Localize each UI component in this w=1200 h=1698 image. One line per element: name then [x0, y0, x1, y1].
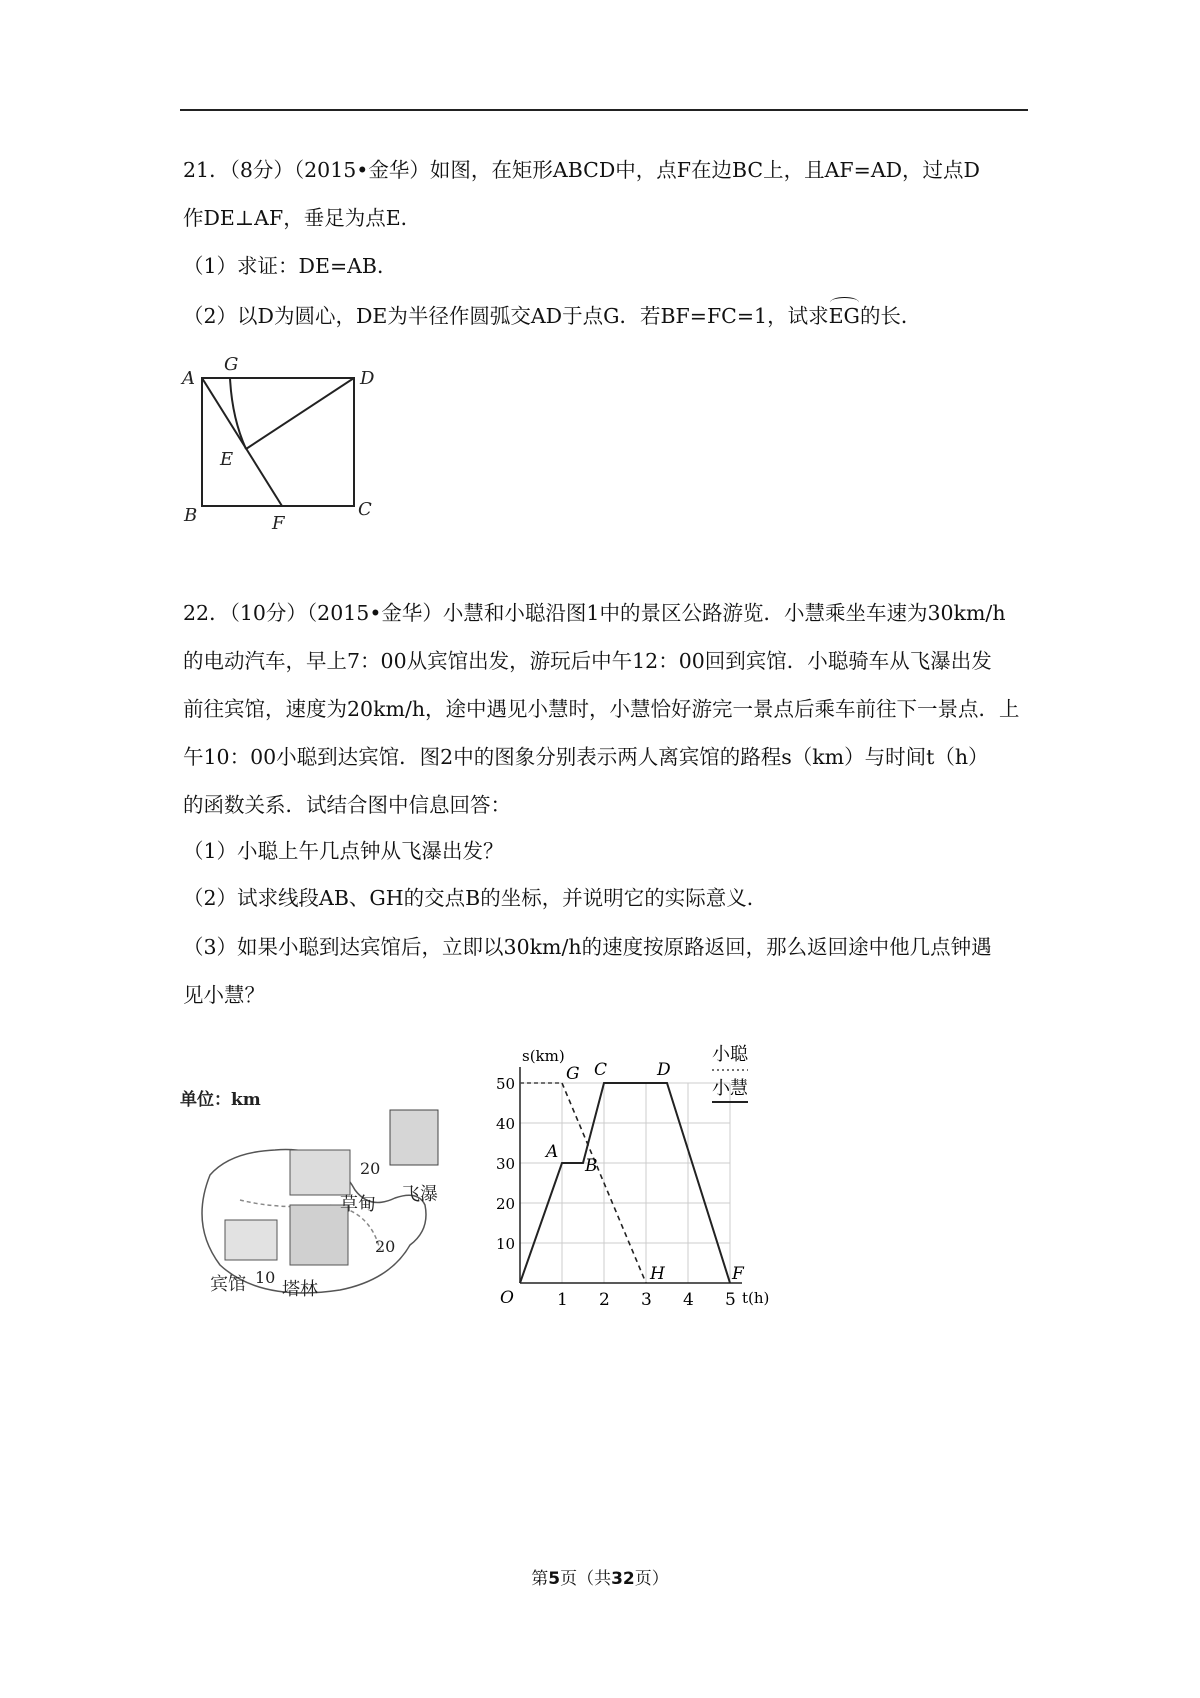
q22-question-3: （3）如果小聪到达宾馆后，立即以30km/h的速度按原路返回，那么返回途中他几点钟遇	[183, 935, 992, 959]
arc-eg: EG	[828, 304, 860, 328]
footer-prefix: 第	[531, 1569, 549, 1589]
q22-line-4: 午10：00小聪到达宾馆．图2中的图象分别表示两人离宾馆的路程s（km）与时间t（h）	[183, 745, 989, 769]
x-tick-label-5: 5	[725, 1290, 736, 1310]
q22-line-5: 的函数关系．试结合图中信息回答：	[183, 793, 511, 817]
header-rule	[180, 109, 1028, 111]
footer-middle: 页（共	[560, 1569, 612, 1589]
label-g: G	[224, 354, 239, 375]
page-footer	[0, 1564, 1200, 1589]
x-tick-label-2: 2	[599, 1290, 610, 1310]
point-label-b: B	[585, 1156, 598, 1176]
label-c: C	[358, 499, 372, 520]
y-tick-label-30: 30	[496, 1155, 516, 1173]
map-label-hotel: 宾馆	[210, 1274, 246, 1295]
q21-part-2-end: 的长．	[859, 304, 922, 328]
q22-question-3-cont: 见小慧？	[183, 983, 265, 1007]
rectangle-figure	[180, 348, 380, 533]
y-tick-label-10: 10	[496, 1235, 516, 1253]
label-e: E	[220, 449, 234, 470]
map-label-meadow: 草甸	[340, 1194, 376, 1215]
q21-line-1: 21．（8分）（2015•金华）如图，在矩形ABCD中，点F在边BC上，且AF=AD，过点D	[183, 158, 980, 182]
map-unit: 单位：km	[180, 1090, 261, 1110]
q22-question-1: （1）小聪上午几点钟从飞瀑出发？	[183, 839, 504, 863]
point-label-f: F	[732, 1264, 744, 1284]
label-b: B	[184, 505, 198, 526]
x-tick-label-3: 3	[641, 1290, 652, 1310]
y-tick-label-40: 40	[496, 1115, 516, 1133]
series-line-xiaohui	[520, 1083, 730, 1283]
q21-part-2	[183, 303, 921, 329]
map-distance-hotel-forest: 10	[255, 1268, 276, 1287]
y-tick-label-50: 50	[496, 1075, 516, 1093]
label-f: F	[272, 513, 285, 533]
q21-part-1: （1）求证：DE=AB．	[183, 254, 398, 278]
footer-suffix: 页）	[634, 1569, 669, 1589]
q21-line-2: 作DE⊥AF，垂足为点E．	[183, 206, 422, 230]
map-label-waterfall: 飞瀑	[402, 1184, 438, 1205]
q22-line-1: 22．（10分）（2015•金华）小慧和小聪沿图1中的景区公路游览．小慧乘坐车速为30km/h	[183, 601, 1006, 625]
point-label-a: A	[546, 1142, 559, 1162]
origin-label: O	[500, 1288, 514, 1308]
point-label-h: H	[650, 1264, 665, 1284]
legend-label-xiaohui: 小慧	[712, 1078, 748, 1099]
segment-de	[246, 378, 354, 449]
map-label-pagoda-forest: 塔林	[282, 1279, 318, 1300]
x-tick-label-1: 1	[557, 1290, 568, 1310]
y-axis-label: s(km)	[522, 1047, 565, 1065]
label-a: A	[182, 368, 195, 389]
point-label-c: C	[594, 1060, 608, 1080]
q22-line-2: 的电动汽车，早上7：00从宾馆出发，游玩后中午12：00回到宾馆．小聪骑车从飞瀑出发	[183, 649, 992, 673]
point-label-d: D	[657, 1060, 671, 1080]
legend-label-xiaocong: 小聪	[712, 1044, 748, 1065]
label-d: D	[360, 368, 375, 389]
arc-eg-curve	[230, 378, 246, 449]
point-label-g: G	[566, 1064, 580, 1084]
x-axis-label: t(h)	[742, 1289, 770, 1307]
x-tick-label-4: 4	[683, 1290, 694, 1310]
y-tick-label-20: 20	[496, 1195, 516, 1213]
q22-line-3: 前往宾馆，速度为20km/h，途中遇见小慧时，小慧恰好游完一景点后乘车前往下一景点．上	[183, 697, 1020, 721]
footer-total-pages: 32	[611, 1569, 635, 1589]
q22-question-2: （2）试求线段AB、GH的交点B的坐标，并说明它的实际意义．	[183, 886, 768, 910]
scenic-map	[180, 1080, 480, 1305]
map-distance-meadow-waterfall: 20	[360, 1159, 381, 1178]
map-distance-forest-meadow: 20	[375, 1237, 396, 1256]
rect-abcd	[202, 378, 354, 506]
q21-part-2-text: （2）以D为圆心，DE为半径作圆弧交AD于点G．若BF=FC=1，试求	[183, 304, 829, 328]
footer-page-number: 5	[548, 1569, 561, 1589]
st-graph	[490, 1030, 820, 1320]
